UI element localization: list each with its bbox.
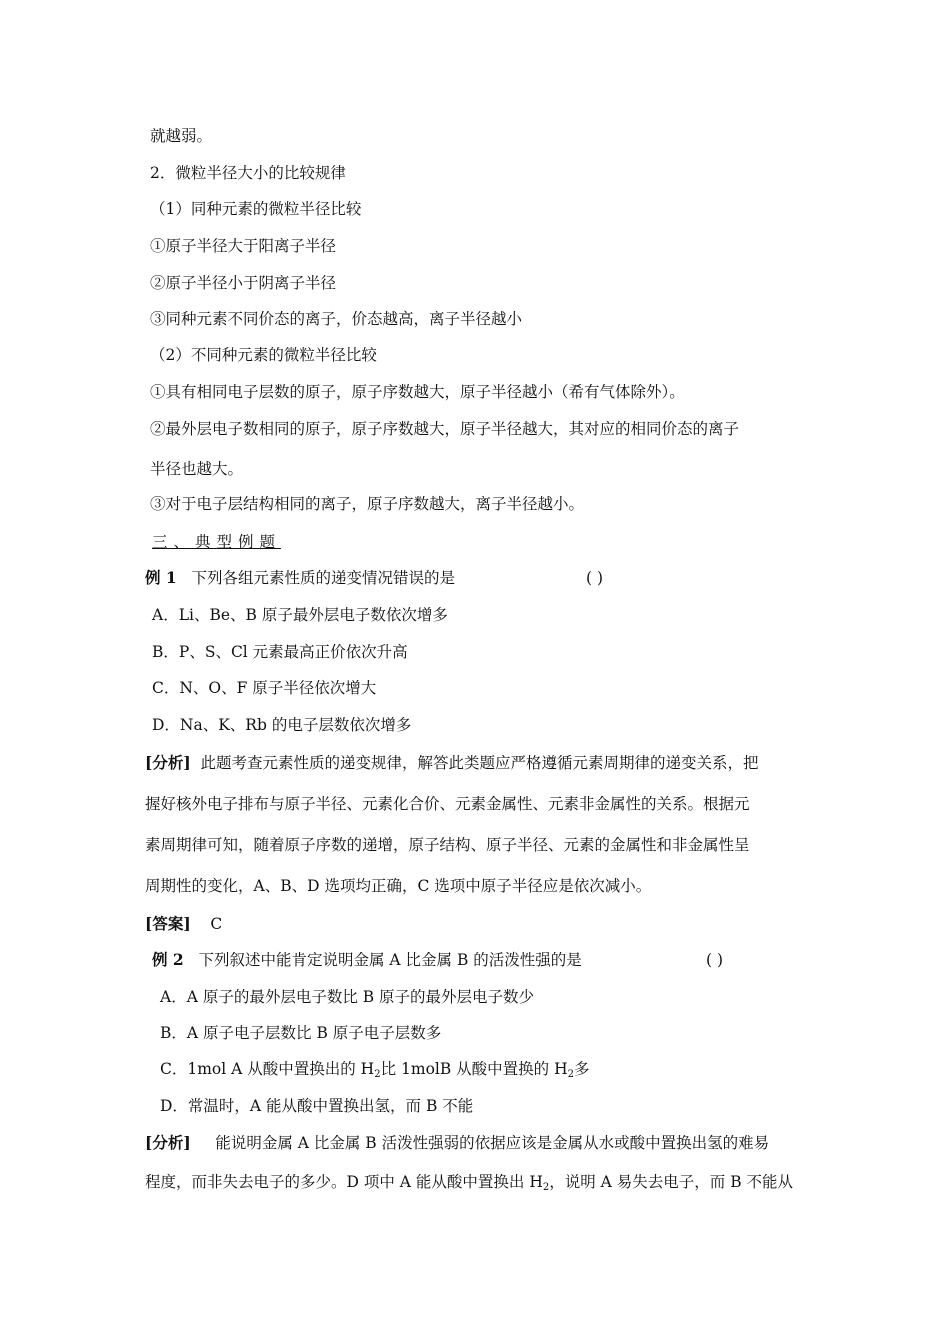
subscript: 2	[567, 1069, 574, 1080]
example-1-answer	[145, 914, 222, 934]
subheading-different-element: （2）不同种元素的微粒半径比较	[150, 346, 377, 364]
heading-comparison-rules: 2．微粒半径大小的比较规律	[150, 164, 346, 182]
section-title-typical-examples: 三、典型例题	[152, 533, 282, 551]
rule-item: ③同种元素不同价态的离子，价态越高，离子半径越小	[150, 310, 523, 328]
example-2-option-d: D．常温时，A 能从酸中置换出氢，而 B 不能	[160, 1097, 474, 1115]
rule-item-continued: 半径也越大。	[150, 460, 244, 478]
option-c-text: 多	[574, 1060, 590, 1078]
subscript: 2	[374, 1069, 381, 1080]
example-2-answer-paren: ( )	[706, 951, 724, 969]
example-1-text: 下列各组元素性质的递变情况错误的是	[191, 569, 455, 587]
example-1-analysis-label: [分析]	[145, 753, 191, 772]
option-c-text: C．1mol A 从酸中置换出的 H	[160, 1060, 375, 1078]
example-2-question	[152, 950, 582, 970]
option-c-text: 比 1molB 从酸中置换的 H	[380, 1060, 568, 1078]
example-2-analysis-text: 能说明金属 A 比金属 B 活泼性强弱的依据应该是金属从水或酸中置换出氢的难易	[215, 1134, 770, 1152]
example-1-answer-value: C	[210, 915, 223, 933]
example-1-analysis-line	[145, 753, 759, 773]
rule-item: ①具有相同电子层数的原子，原子序数越大，原子半径越小（希有气体除外）。	[150, 383, 685, 401]
example-2-option-b: B．A 原子电子层数比 B 原子电子层数多	[160, 1024, 442, 1042]
example-1-question	[145, 568, 455, 588]
example-1-option-d: D．Na、K、Rb 的电子层数依次增多	[152, 716, 412, 734]
example-2-analysis-label: [分析]	[145, 1133, 191, 1152]
subscript: 2	[542, 1182, 550, 1193]
example-1-option-b: B．P、S、Cl 元素最高正价依次升高	[152, 643, 408, 661]
example-1-label: 例 1	[145, 568, 177, 587]
example-2-analysis-text: ，说明 A 易失去电子，而 B 不能从	[549, 1173, 794, 1191]
example-1-option-c: C．N、O、F 原子半径依次增大	[152, 679, 377, 697]
text-line: 就越弱。	[150, 127, 213, 145]
rule-item: ①原子半径大于阳离子半径	[150, 237, 337, 255]
example-2-analysis-line	[145, 1133, 769, 1153]
example-1-answer-paren: ( )	[586, 569, 604, 587]
example-1-answer-label: [答案]	[145, 914, 191, 933]
example-2-label: 例 2	[152, 950, 184, 969]
example-1-analysis-line: 周期性的变化，A、B、D 选项均正确，C 选项中原子半径应是依次减小。	[145, 877, 652, 895]
example-2-option-c	[160, 1059, 590, 1085]
subheading-same-element: （1）同种元素的微粒半径比较	[150, 200, 362, 218]
example-2-text: 下列叙述中能肯定说明金属 A 比金属 B 的活泼性强的是	[198, 951, 582, 969]
example-2-analysis-text: 程度，而非失去电子的多少。D 项中 A 能从酸中置换出 H	[145, 1173, 543, 1191]
rule-item: ③对于电子层结构相同的离子，原子序数越大，离子半径越小。	[150, 495, 585, 513]
example-2-analysis-line	[145, 1172, 793, 1198]
example-1-analysis-line: 握好核外电子排布与原子半径、元素化合价、元素金属性、元素非金属性的关系。根据元	[145, 795, 750, 813]
example-1-analysis-text: 此题考查元素性质的递变规律，解答此类题应严格遵循元素周期律的递变关系，把	[200, 754, 759, 772]
example-1-option-a: A．Li、Be、B 原子最外层电子数依次增多	[152, 606, 448, 624]
example-1-analysis-line: 素周期律可知，随着原子序数的递增，原子结构、原子半径、元素的金属性和非金属性呈	[145, 836, 750, 854]
rule-item: ②原子半径小于阴离子半径	[150, 274, 337, 292]
rule-item: ②最外层电子数相同的原子，原子序数越大，原子半径越大，其对应的相同价态的离子	[150, 420, 740, 438]
example-2-option-a: A．A 原子的最外层电子数比 B 原子的最外层电子数少	[160, 988, 535, 1006]
